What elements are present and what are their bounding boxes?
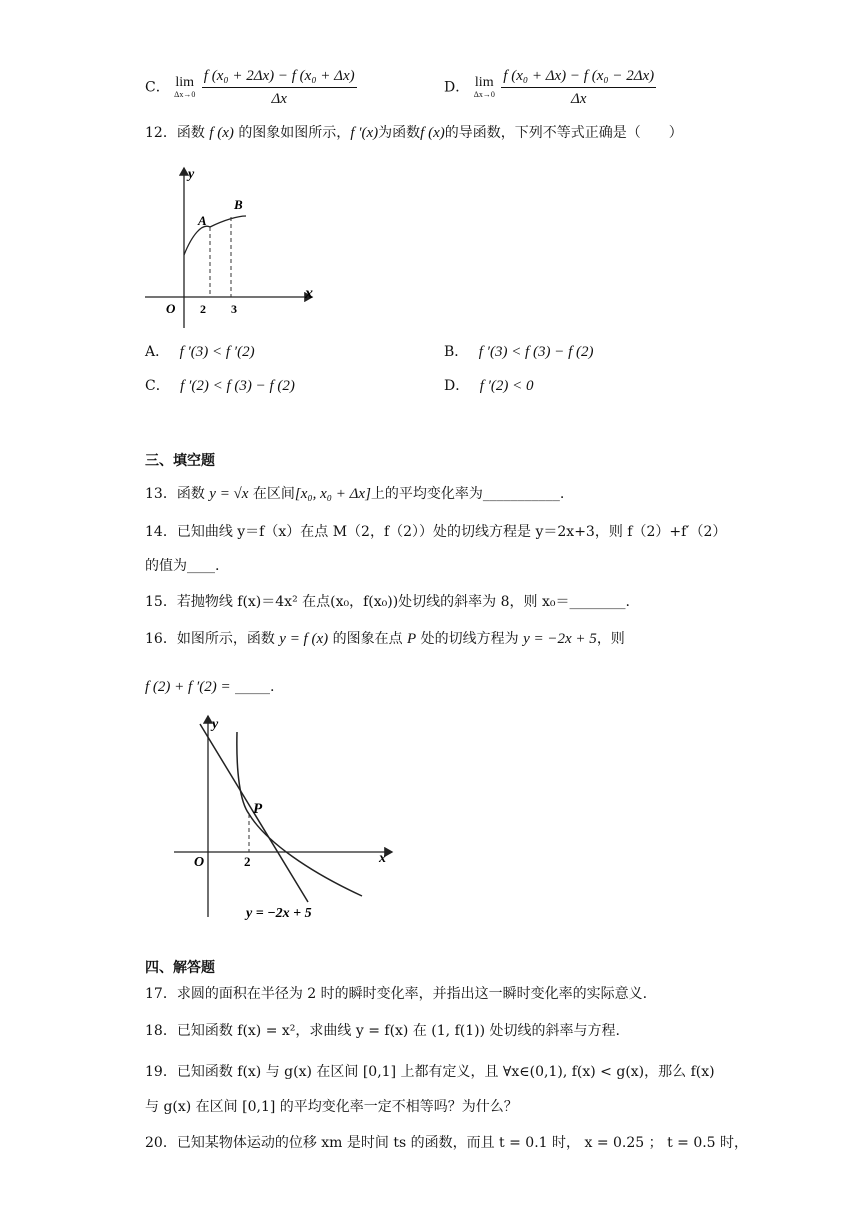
q16-line-label: y = −2x + 5	[246, 906, 312, 921]
q16-function: y = f (x)	[279, 631, 329, 647]
q13-expr: y = √x	[209, 486, 249, 502]
q13-number: 13．	[145, 486, 177, 502]
q14-line-1: 14．已知曲线 y＝f（x）在点 M（2，f（2））处的切线方程是 y＝2x+3，则 f（2）+f′（2）	[145, 524, 727, 540]
q11-option-c-lim-word: lim	[175, 75, 195, 90]
section-4-title: 四、解答题	[145, 960, 215, 976]
q12-text-1: 函数	[176, 125, 205, 141]
q12-option-b-label: B．	[444, 344, 469, 360]
q16-y-label: y	[212, 717, 219, 732]
q16-text-1: 如图所示，函数	[176, 631, 275, 647]
q12-f-prime: f ′(x)	[350, 125, 379, 141]
q12-graph	[140, 160, 330, 330]
q12-option-c	[145, 376, 295, 396]
q12-x-label: x	[305, 285, 313, 302]
q12-text-4: 的导函数，下列不等式正确是（ ）	[444, 125, 683, 141]
q16-tick-2: 2	[244, 854, 251, 869]
q11-option-d-fraction	[501, 66, 656, 109]
q11-option-c-numerator: f (x₀ + 2Δx) − f (x₀ + Δx)	[202, 66, 357, 88]
q16-expression: f (2) + f ′(2) =	[145, 679, 231, 695]
q16-stem	[145, 629, 625, 649]
q11-option-d-limit	[474, 76, 495, 99]
q16-text-3: 处的切线方程为	[420, 631, 519, 647]
q12-option-d	[444, 376, 534, 396]
q16-origin: O	[194, 855, 205, 870]
q12-text-2: 的图象如图所示，	[238, 125, 351, 141]
q12-y-label: y	[188, 167, 195, 182]
q12-option-d-expr: f ′(2) < 0	[479, 378, 534, 394]
q11-option-d-label: D．	[444, 79, 470, 96]
q15: 15．若抛物线 f(x)＝4x² 在点(x₀，f(x₀))处切线的斜率为 8，则 x₀＝________.	[145, 594, 630, 610]
q12-curve	[184, 216, 246, 255]
q12-stem	[145, 123, 683, 143]
q12-option-a-label: A．	[145, 344, 170, 360]
q16-blank: _____.	[235, 679, 275, 695]
q11-option-d-denominator: Δx	[570, 91, 587, 107]
q11-option-d-numerator: f (x₀ + Δx) − f (x₀ − 2Δx)	[501, 66, 656, 88]
q12-tick-3: 3	[231, 302, 237, 316]
q12-point-b: B	[234, 197, 243, 212]
q16-equation: y = −2x + 5	[523, 631, 597, 647]
q11-option-c-label: C．	[145, 79, 170, 96]
q13-blank: ___________	[482, 486, 560, 502]
q11-option-d-lim-sub: Δx→0	[473, 90, 495, 99]
q11-option-c-fraction	[202, 66, 357, 109]
q14-line-2: 的值为____.	[145, 558, 220, 574]
q13-text-1: 函数	[176, 486, 205, 502]
q16-text-4: ，则	[596, 631, 625, 647]
q16-point-p-text: P	[407, 631, 417, 647]
q12-option-a-expr: f ′(3) < f ′(2)	[179, 344, 255, 360]
q16-line-2	[145, 677, 275, 697]
q20: 20．已知某物体运动的位移 xm 是时间 ts 的函数，而且 t = 0.1 时， x = 0.25 ； t = 0.5 时，	[145, 1135, 749, 1151]
q12-number: 12．	[145, 125, 177, 141]
q19-line-1: 19．已知函数 f(x) 与 g(x) 在区间 [0,1] 上都有定义，且 ∀x∈(0,1), f(x) < g(x)，那么 f(x)	[145, 1064, 715, 1080]
q13	[145, 484, 564, 504]
q16-x-label: x	[379, 851, 386, 866]
q16-graph	[170, 712, 400, 928]
q17: 17．求圆的面积在半径为 2 时的瞬时变化率，并指出这一瞬时变化率的实际意义.	[145, 986, 648, 1002]
q13-interval: [x₀, x₀ + Δx]	[294, 486, 371, 502]
q12-option-b	[444, 342, 594, 362]
q16-number: 16．	[145, 631, 177, 647]
q12-option-a	[145, 342, 255, 362]
q12-option-c-label: C．	[145, 378, 170, 394]
q11-option-c-denominator: Δx	[271, 91, 287, 107]
q18: 18．已知函数 f(x) = x²，求曲线 y = f(x) 在 (1, f(1)) 处切线的斜率与方程.	[145, 1023, 620, 1039]
q11-option-c-limit	[174, 76, 195, 99]
q12-option-d-label: D．	[444, 378, 470, 394]
q13-text-3: 上的平均变化率为	[370, 486, 483, 502]
q12-f-again: f (x)	[420, 125, 445, 141]
q12-point-a: A	[198, 213, 207, 228]
q12-f: f (x)	[209, 125, 234, 141]
q11-option-c-lim-sub: Δx→0	[174, 90, 196, 99]
q11-option-d-lim-word: lim	[474, 75, 494, 90]
q12-tick-2: 2	[200, 302, 206, 316]
q19-line-2: 与 g(x) 在区间 [0,1] 的平均变化率一定不相等吗？为什么？	[145, 1099, 518, 1115]
q12-option-c-expr: f ′(2) < f (3) − f (2)	[180, 378, 295, 394]
q13-end: .	[559, 486, 565, 502]
q11-option-d	[444, 66, 656, 109]
q12-origin: O	[166, 301, 176, 316]
q11-option-c	[145, 66, 357, 109]
q12-text-3: 为函数	[378, 125, 421, 141]
q16-text-2: 的图象在点	[332, 631, 403, 647]
section-3-title: 三、填空题	[145, 453, 215, 469]
q12-option-b-expr: f ′(3) < f (3) − f (2)	[478, 344, 594, 360]
q13-text-2: 在区间	[252, 486, 295, 502]
q16-point-p: P	[253, 801, 263, 817]
